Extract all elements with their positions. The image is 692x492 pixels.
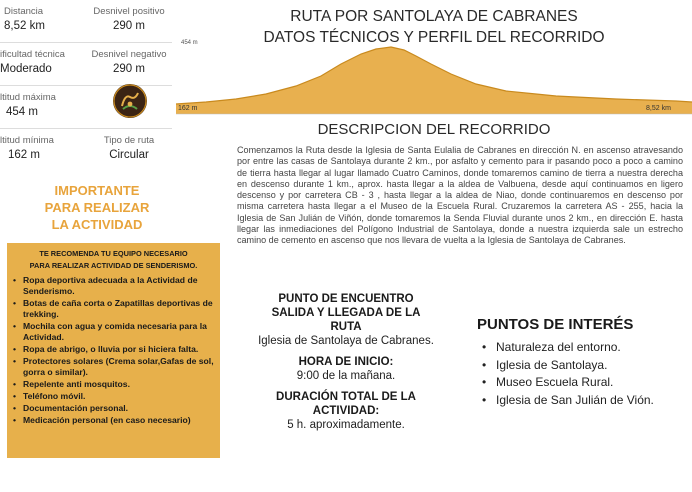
meeting-heading: PUNTO DE ENCUENTRO bbox=[278, 293, 414, 305]
stat-label: ificultad técnica bbox=[0, 49, 65, 60]
equipment-heading: PARA REALIZAR ACTIVIDAD DE SENDERISMO. bbox=[29, 261, 198, 270]
stat-value: 8,52 km bbox=[4, 20, 45, 32]
stat-label: Desnivel positivo bbox=[93, 6, 165, 17]
list-item: • Museo Escuela Rural. bbox=[480, 374, 654, 392]
list-item: • Teléfono móvil. bbox=[13, 391, 214, 402]
stat-value: Moderado bbox=[0, 63, 52, 75]
list-item: • Medicación personal (en caso necesario) bbox=[13, 415, 214, 426]
stat-value: 162 m bbox=[8, 149, 40, 161]
equipment-list bbox=[13, 275, 214, 426]
poi-title: PUNTOS DE INTERÉS bbox=[477, 316, 634, 333]
stat-distance bbox=[0, 0, 86, 43]
stat-value: Circular bbox=[109, 149, 149, 161]
duration-heading: DURACIÓN TOTAL DE LA bbox=[276, 391, 416, 403]
list-item: • Iglesia de San Julián de Vión. bbox=[480, 392, 654, 410]
list-item: • Ropa deportiva adecuada a la Actividad de Senderismo. bbox=[13, 275, 214, 297]
important-line: PARA REALIZAR bbox=[44, 200, 150, 215]
description-text: Comenzamos la Ruta desde la Iglesia de Santa Eulalia de Cabranes en dirección N. en ascenso atravesando por entre las casas de Santolaya durante 2 km., por asfalto y cemento para ir pasando poco a poco a camino de tierra hasta llegar al lugar llamado Cuatro Caminos, donde tomaremos camino de tierra a nuestra derecha en descenso durante 1 km., aprox. hasta llegar a la aldea de Valbuena, desde aquí continuamos en ligero descenso y por carretera CB - 3 , hasta llegar a la aldea de Niao, donde continuaremos en descenso por misma carretera hasta llegar a el Museo de la Escuela Rural. Cruzaremos la carretera AS - 255, hacia la Iglesia de San Julián de Viñón, donde tomaremos la Senda Fluvial durante unos 2 km., en dirección E. hasta llegar las inmediaciones del Polígono Industrial de Santolaya, donde a nuestra izquierda sale un estrecho camino de cemento en ascenso que nos llevara de vuelta a la Iglesia de Santolaya de Cabranes. bbox=[237, 145, 683, 246]
stat-label: Desnivel negativo bbox=[91, 49, 167, 60]
start-time-value: 9:00 de la mañana. bbox=[296, 370, 396, 382]
stat-value: 454 m bbox=[6, 106, 38, 118]
elevation-end-label: 8,52 km bbox=[646, 105, 671, 112]
stat-label: ltitud máxima bbox=[0, 92, 56, 103]
list-item: • Iglesia de Santolaya. bbox=[480, 357, 654, 375]
equipment-heading: TE RECOMENDA TU EQUIPO NECESARIO bbox=[39, 249, 188, 258]
stat-route-type bbox=[86, 129, 172, 172]
stat-difficulty bbox=[0, 43, 86, 86]
stat-label: Tipo de ruta bbox=[103, 135, 155, 146]
equipment-box bbox=[7, 243, 220, 458]
elevation-area bbox=[176, 47, 692, 114]
stat-label: Distancia bbox=[4, 6, 44, 17]
title-line: DATOS TÉCNICOS Y PERFIL DEL RECORRIDO bbox=[263, 29, 605, 46]
important-heading bbox=[30, 182, 164, 233]
start-time-heading: HORA DE INICIO: bbox=[298, 356, 394, 368]
list-item: • Documentación personal. bbox=[13, 403, 214, 414]
route-logo-icon bbox=[113, 84, 147, 118]
route-stats-panel bbox=[0, 0, 172, 170]
list-item: • Botas de caña corta o Zapatillas deportivas de trekking. bbox=[13, 298, 214, 320]
meeting-info bbox=[236, 292, 456, 433]
list-item: • Protectores solares (Crema solar,Gafas de sol, gorra o similar). bbox=[13, 356, 214, 378]
important-line: LA ACTIVIDAD bbox=[51, 217, 143, 232]
description-title: DESCRIPCION DEL RECORRIDO bbox=[317, 121, 551, 138]
stat-value: 290 m bbox=[113, 20, 145, 32]
stat-elevation-loss bbox=[86, 43, 172, 86]
stat-elevation-gain bbox=[86, 0, 172, 43]
meeting-heading: SALIDA Y LLEGADA DE LA bbox=[271, 307, 421, 319]
elevation-max-label: 454 m bbox=[181, 40, 198, 46]
elevation-profile bbox=[176, 44, 692, 118]
duration-value: 5 h. aproximadamente. bbox=[287, 419, 405, 431]
title-line: RUTA POR SANTOLAYA DE CABRANES bbox=[290, 8, 578, 25]
poi-list bbox=[480, 339, 654, 409]
important-line: IMPORTANTE bbox=[54, 183, 140, 198]
elevation-start-label: 162 m bbox=[178, 105, 198, 112]
stat-max-altitude bbox=[0, 86, 86, 129]
meeting-place: Iglesia de Santolaya de Cabranes. bbox=[258, 335, 434, 347]
stat-min-altitude bbox=[0, 129, 86, 172]
list-item: • Repelente anti mosquitos. bbox=[13, 379, 214, 390]
page-title bbox=[196, 6, 672, 48]
duration-heading: ACTIVIDAD: bbox=[312, 405, 380, 417]
list-item: • Ropa de abrigo, o lluvia por si hiciera falta. bbox=[13, 344, 214, 355]
meeting-heading: RUTA bbox=[330, 321, 362, 333]
list-item: • Naturaleza del entorno. bbox=[480, 339, 654, 357]
list-item: • Mochila con agua y comida necesaria para la Actividad. bbox=[13, 321, 214, 343]
stat-label: ltitud mínima bbox=[0, 135, 54, 146]
stat-value: 290 m bbox=[113, 63, 145, 75]
